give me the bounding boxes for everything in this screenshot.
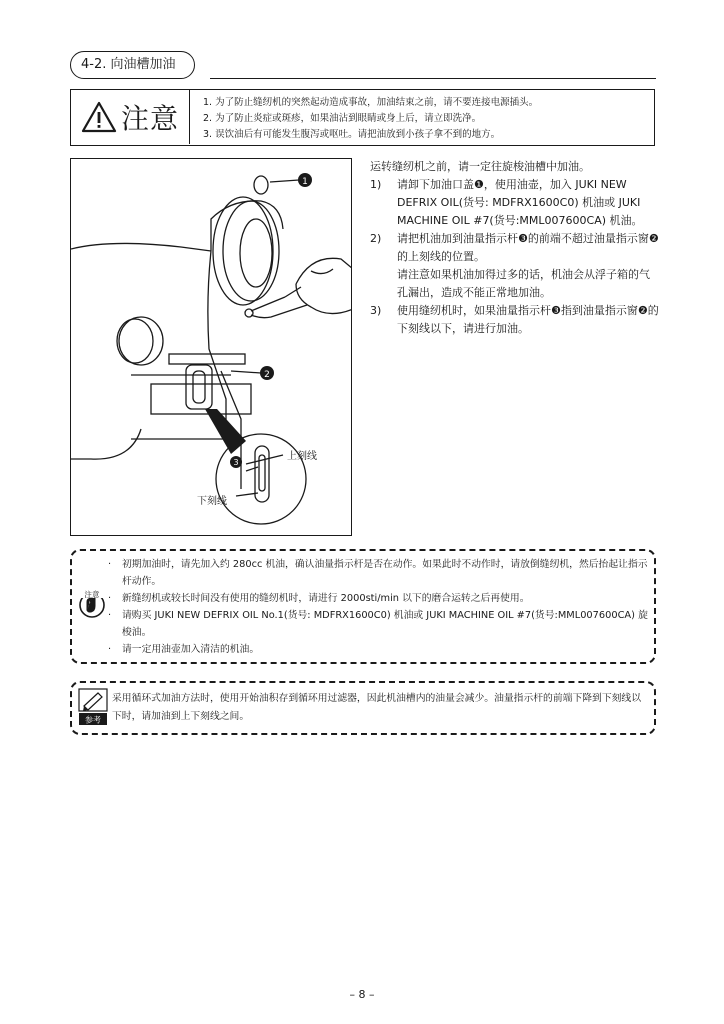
step-text: 使用缝纫机时，如果油量指示杆❸指到油量指示窗❷的下刻线以下，请进行加油。 (397, 304, 659, 335)
reference-icon-label: 参考 (85, 715, 101, 725)
note-item: · 新缝纫机或较长时间没有使用的缝纫机时，请进行 2000sti/min 以下的磨合运转之后再使用。 (108, 590, 648, 607)
reference-box (70, 681, 656, 735)
warning-triangle-icon (81, 101, 117, 133)
step-extra-text: 请注意如果机油加得过多的话，机油会从浮子箱的气孔漏出，造成不能正常地加油。 (397, 268, 650, 299)
instruction-step (370, 230, 660, 302)
callout-3: 3 (233, 458, 239, 467)
hand-caution-icon (78, 589, 106, 623)
step-text: 请卸下加油口盖❶，使用油壶，加入 JUKI NEW DEFRIX OIL(货号: MDFRX1600C0) 机油或 JUKI MACHINE OIL #7(货号:MML007600CA) 机油。 (397, 178, 643, 227)
lower-line-label: 下刻线 (197, 496, 227, 507)
note-text: 初期加油时，请先加入约 280cc 机油，确认油量指示杆是否在动作。如果此时不动作时，请放倒缝纫机，然后抬起让指示杆动作。 (122, 559, 648, 587)
caution-box (70, 89, 655, 146)
callout-1: 1 (302, 177, 308, 187)
caution-label-text: 注意 (120, 102, 179, 135)
caution-label (71, 90, 190, 144)
notes-box (70, 549, 656, 664)
notes-icon-label: 注意 (84, 590, 100, 599)
pencil-reference-icon (78, 688, 108, 732)
instructions-intro: 运转缝纫机之前，请一定往旋梭油槽中加油。 (370, 160, 590, 173)
instructions (370, 158, 660, 338)
page-number: – 8 – (349, 988, 375, 1001)
title-rule (210, 78, 656, 79)
instruction-step (370, 302, 660, 338)
step-body (397, 230, 660, 302)
note-item: · 初期加油时，请先加入约 280cc 机油，确认油量指示杆是否在动作。如果此时不动作时，请放倒缝纫机，然后抬起让指示杆动作。 (108, 556, 648, 590)
note-text: 请购买 JUKI NEW DEFRIX OIL No.1(货号: MDFRX1600C0) 机油或 JUKI MACHINE OIL #7(货号:MML007600CA) 旋梭油。 (122, 610, 648, 638)
step-number: 1) (370, 178, 382, 191)
oil-filling-illustration (70, 158, 352, 536)
step-text: 请把机油加到油量指示杆❸的前端不超过油量指示窗❷的上刻线的位置。 (397, 232, 659, 263)
section-title: 4-2. 向油槽加油 (70, 51, 195, 79)
upper-line-label: 上刻线 (287, 451, 317, 462)
note-text: 新缝纫机或较长时间没有使用的缝纫机时，请进行 2000sti/min 以下的磨合运转之后再使用。 (122, 593, 530, 604)
reference-text: 采用循环式加油方法时，使用开始油积存到循环用过滤器，因此机油槽内的油量会减少。油量指示杆的前端下降到下刻线以下时，请加油到上下刻线之间。 (112, 693, 642, 722)
callout-2: 2 (264, 370, 270, 380)
machine-illustration (71, 159, 352, 536)
caution-list (203, 95, 538, 143)
note-text: 请一定用油壶加入清洁的机油。 (122, 644, 260, 655)
notes-list (108, 556, 648, 658)
step-number: 3) (370, 304, 382, 317)
note-item: · 请购买 JUKI NEW DEFRIX OIL No.1(货号: MDFRX1600C0) 机油或 JUKI MACHINE OIL #7(货号:MML007600CA) 旋梭油。 (108, 607, 648, 641)
caution-item: 3. 误饮油后有可能发生腹泻或呕吐。请把油放到小孩子拿不到的地方。 (203, 129, 501, 140)
caution-item: 2. 为了防止炎症或斑疹，如果油沾到眼睛或身上后，请立即洗净。 (203, 113, 482, 124)
caution-item: 1. 为了防止缝纫机的突然起动造成事故，加油结束之前，请不要连接电源插头。 (203, 97, 539, 108)
instruction-step (370, 176, 660, 230)
step-number: 2) (370, 232, 382, 245)
note-item: · 请一定用油壶加入清洁的机油。 (108, 641, 648, 658)
